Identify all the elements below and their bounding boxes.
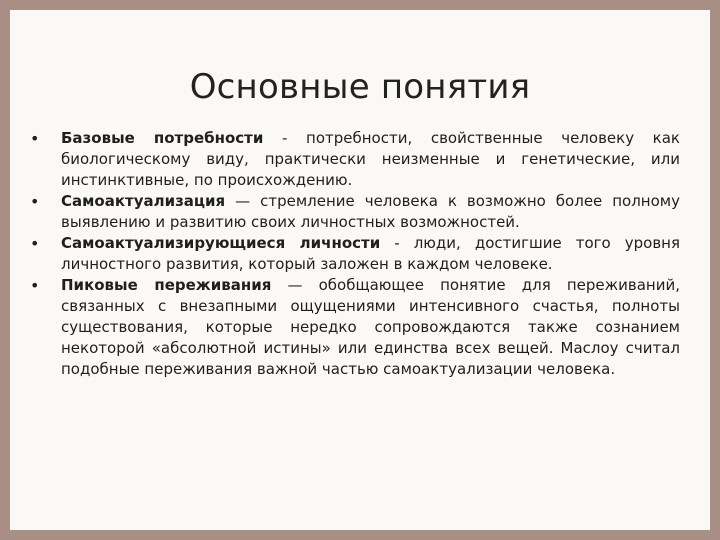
list-item-self-actualization [30,191,680,233]
term-definition: - люди, достигшие того уровня личностного развития, который заложен в каждом человеке. [61,234,680,273]
bullet-icon: • [30,192,40,211]
definitions-list [30,128,680,380]
term-definition: - потребности, свойственные человеку как биологическому виду, практически неизменные и генетические, или инстинктивные, по происхождению. [61,129,680,189]
list-item-peak-experiences [30,275,680,380]
term-definition: — обобщающее понятие для переживаний, связанных с внезапными ощущениями интенсивного счастья, полноты существования, которые нередко сопровождаются также сознанием некоторой «абсолютной истины» или единства всех вещей. Маслоу считал подобные переживания важной частью самоактуализации человека. [61,276,680,378]
term-label: Самоактуализирующиеся личности [61,234,381,252]
term-label: Самоактуализация [61,192,226,210]
bullet-icon: • [30,276,40,295]
term-definition: — стремление человека к возможно более полному выявлению и развитию своих личностных возможностей. [61,192,680,231]
bullet-icon: • [30,234,40,253]
term-label: Базовые потребности [61,129,264,147]
list-item-self-actualizing-people [30,233,680,275]
slide-title: Основные понятия [189,66,531,107]
bullet-icon: • [30,129,40,148]
term-label: Пиковые переживания [61,276,272,294]
list-item-basic-needs [30,128,680,191]
